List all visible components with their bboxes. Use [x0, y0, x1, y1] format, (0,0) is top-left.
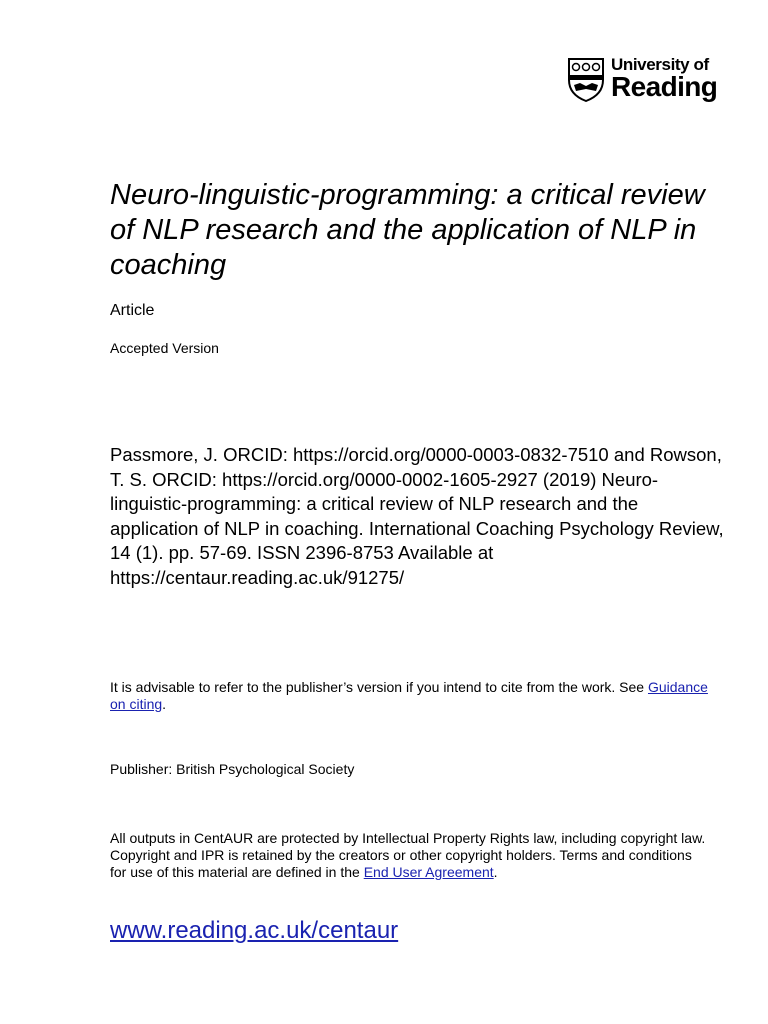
logo-line-1: University of [611, 55, 709, 74]
rights-notice [110, 830, 710, 881]
crest-icon [568, 58, 604, 102]
logo-line-2: Reading [611, 71, 718, 102]
rights-text: All outputs in CentAUR are protected by Intellectual Property Rights law, including copyright law. Copyright and IPR is retained by the creators or other copyright holders. Terms and conditions for use of this material are defined in the [110, 830, 706, 880]
advisory-end: . [162, 696, 167, 712]
advisory-text: It is advisable to refer to the publisher’s version if you intend to cite from the work. See [110, 679, 648, 695]
article-title: Neuro-linguistic-programming: a critical review of NLP research and the application of NLP in coaching [110, 179, 705, 281]
citation-advisory [110, 679, 710, 713]
end-user-agreement-link[interactable]: End User Agreement [363, 864, 494, 880]
version-label: Accepted Version [110, 340, 219, 356]
guidance-on-citing-link[interactable]: Guidance on citing [110, 679, 708, 712]
rights-end: . [493, 864, 498, 880]
university-logo [568, 56, 728, 106]
publisher-line: Publisher: British Psychological Society [110, 761, 355, 777]
citation-text: Passmore, J. ORCID: https://orcid.org/0000-0003-0832-7510 and Rowson, T. S. ORCID: https://orcid.org/0000-0002-1605-2927 (2019) Neuro-linguistic-programming: a critical review of NLP research and the application of NLP in coaching. International Coaching Psychology Review, 14 (1). pp. 57-69. ISSN 2396-8753 Available at https://centaur.reading.ac.uk/91275/ [110, 444, 724, 588]
document-type: Article [110, 302, 155, 319]
logo-wordmark [611, 56, 731, 101]
centaur-site-link[interactable]: www.reading.ac.uk/centaur [110, 917, 399, 944]
